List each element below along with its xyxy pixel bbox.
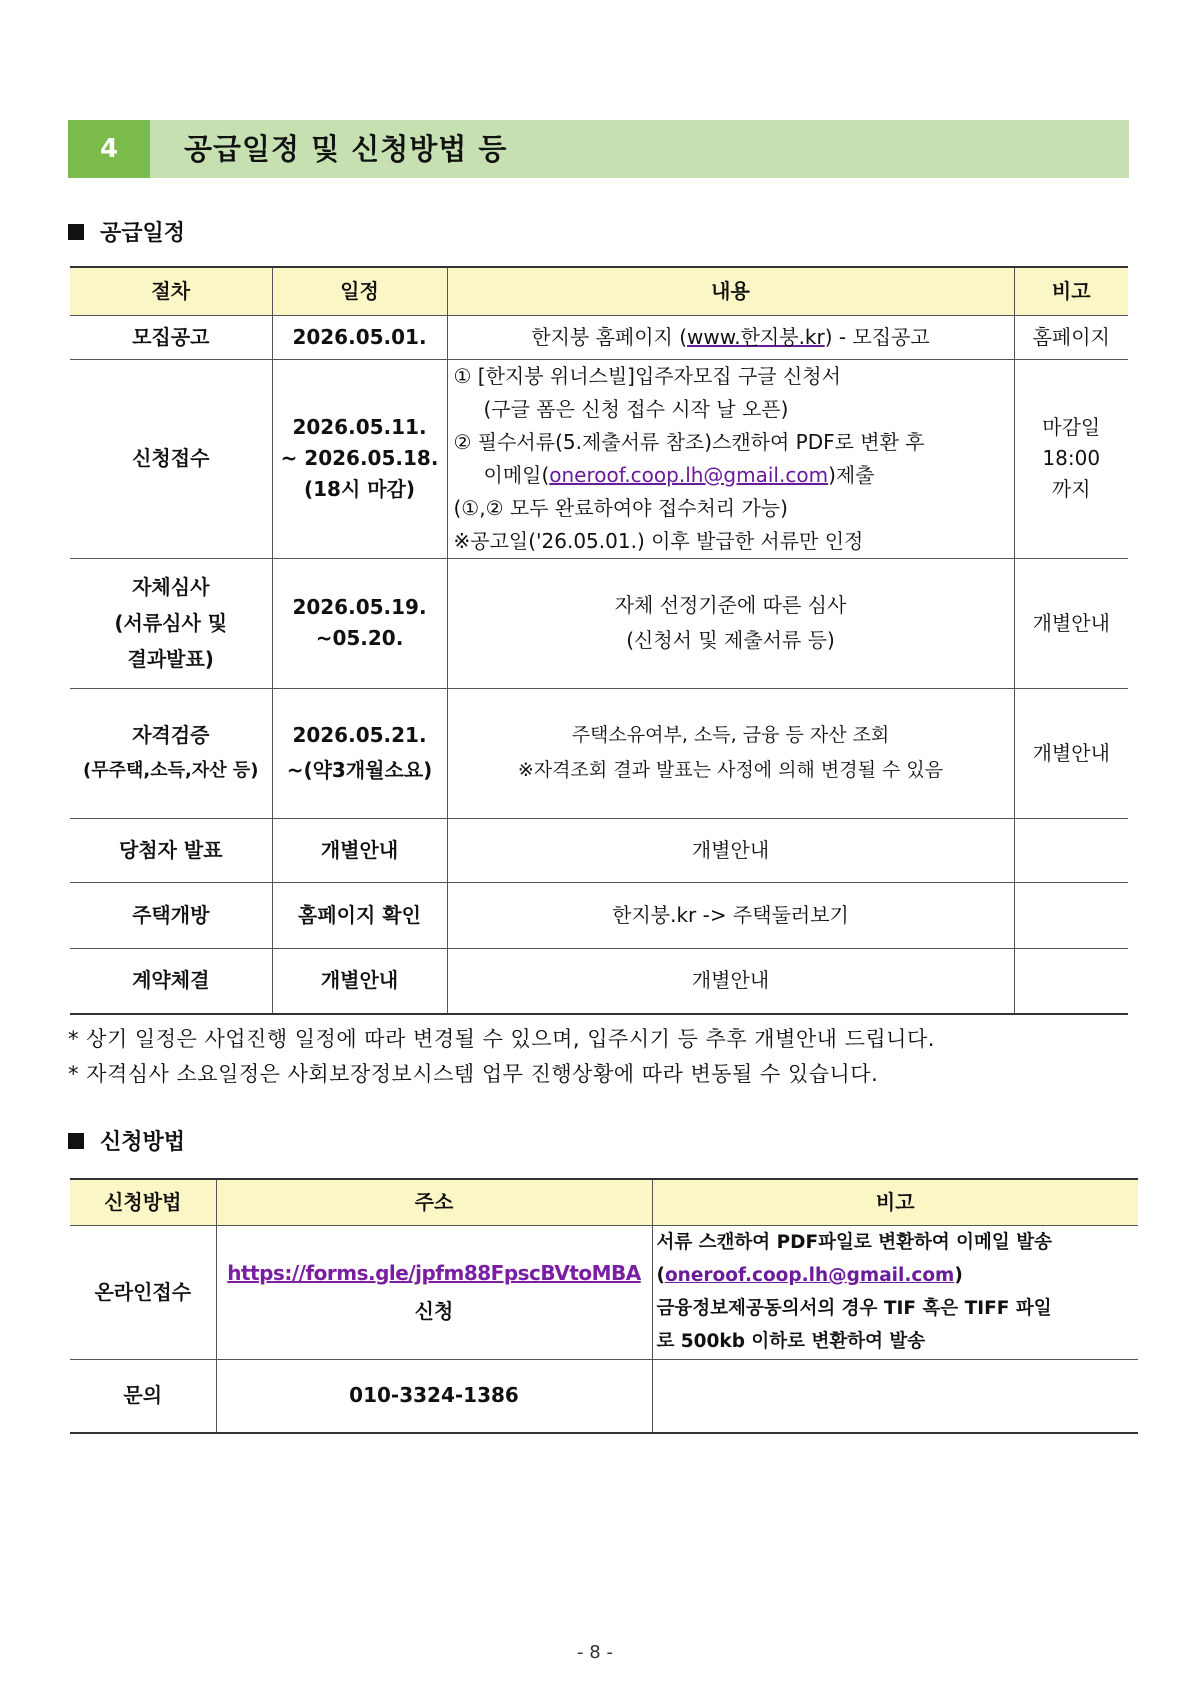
date-cell [272, 688, 447, 818]
note-line: 마감일 [1042, 415, 1101, 439]
content-line: 주택소유여부, 소득, 금융 등 자산 조회 [571, 724, 890, 746]
content-text: 한지붕 홈페이지 ( [531, 324, 688, 349]
note-cell: 홈페이지 [1014, 315, 1128, 359]
note-cell [652, 1359, 1138, 1433]
step-line: 결과발표) [127, 647, 214, 671]
method-cell: 온라인접수 [70, 1225, 216, 1359]
step-cell [70, 558, 272, 688]
schedule-heading-text: 공급일정 [100, 221, 186, 246]
content-line: ※공고일('26.05.01.) 이후 발급한 서류만 인정 [453, 528, 864, 553]
content-text: ) - 모집공고 [824, 324, 930, 349]
date-line: ~ 2026.05.18. [280, 446, 439, 470]
note-cell [1014, 882, 1128, 948]
date-line: (18시 마감) [303, 477, 416, 501]
note-text: ( [656, 1265, 665, 1286]
schedule-notes [68, 1022, 935, 1092]
step-cell: 신청접수 [70, 359, 272, 558]
date-cell [272, 558, 447, 688]
header-step: 절차 [70, 267, 272, 315]
date-line: 2026.05.21. [292, 723, 427, 747]
step-line: (서류심사 및 [114, 611, 228, 635]
content-cell [447, 359, 1014, 558]
address-cell [216, 1225, 652, 1359]
date-cell: 개별안내 [272, 818, 447, 882]
step-line: 자체심사 [132, 575, 210, 599]
method-cell: 문의 [70, 1359, 216, 1433]
note-line: 로 500kb 이하로 변환하여 발송 [656, 1331, 926, 1352]
header-note: 비고 [652, 1179, 1138, 1225]
content-line: (신청서 및 제출서류 등) [626, 628, 835, 652]
header-method: 신청방법 [70, 1179, 216, 1225]
table-row [70, 882, 1128, 948]
note-line: 금융정보제공동의서의 경우 TIF 혹은 TIFF 파일 [656, 1298, 1052, 1319]
header-content: 내용 [447, 267, 1014, 315]
content-line: (①,② 모두 완료하여야 접수처리 가능) [453, 495, 788, 520]
date-cell: 2026.05.01. [272, 315, 447, 359]
google-form-link[interactable]: https://forms.gle/jpfm88FpscBVtoMBA [227, 1261, 641, 1285]
content-cell [447, 558, 1014, 688]
note-cell [652, 1225, 1138, 1359]
content-line: 자체 선정기준에 따른 심사 [614, 593, 847, 617]
content-line: ※자격조회 결과 발표는 사정에 의해 변경될 수 있음 [517, 759, 944, 781]
note-text: * 자격심사 소요일정은 사회보장정보시스템 업무 진행상황에 따라 변동될 수 있습니다. [68, 1062, 879, 1086]
content-line: ② 필수서류(5.제출서류 참조)스캔하여 PDF로 변환 후 [453, 429, 925, 454]
table-row [70, 818, 1128, 882]
step-line: 자격검증 [132, 723, 210, 747]
content-cell: 개별안내 [447, 948, 1014, 1014]
square-bullet-icon [68, 1133, 84, 1149]
email-link[interactable]: oneroof.coop.lh@gmail.com [664, 1265, 955, 1286]
content-text: 이메일( [483, 462, 550, 487]
table-row [70, 688, 1128, 818]
table-row [70, 315, 1128, 359]
homepage-link[interactable]: www.한지붕.kr [687, 324, 825, 349]
table-header-row [70, 1179, 1138, 1225]
method-table [70, 1178, 1138, 1434]
step-cell: 주택개방 [70, 882, 272, 948]
method-heading [68, 1125, 185, 1156]
section-header [68, 120, 1129, 178]
square-bullet-icon [68, 224, 84, 240]
content-text: )제출 [828, 462, 875, 487]
table-row [70, 948, 1128, 1014]
section-number: 4 [68, 120, 150, 178]
note-line: 서류 스캔하여 PDF파일로 변환하여 이메일 발송 [656, 1232, 1052, 1253]
content-line: ① [한지붕 위너스빌]입주자모집 구글 신청서 [453, 363, 841, 388]
schedule-table [70, 266, 1128, 1015]
content-cell [447, 688, 1014, 818]
phone-cell: 010-3324-1386 [216, 1359, 652, 1433]
note-text: ) [954, 1265, 963, 1286]
note-cell: 개별안내 [1014, 558, 1128, 688]
note-cell [1014, 359, 1128, 558]
note-cell [1014, 818, 1128, 882]
note-cell: 개별안내 [1014, 688, 1128, 818]
table-header-row [70, 267, 1128, 315]
header-address: 주소 [216, 1179, 652, 1225]
content-line [454, 459, 1008, 492]
note-cell [1014, 948, 1128, 1014]
step-cell: 당첨자 발표 [70, 818, 272, 882]
schedule-heading [68, 216, 185, 247]
date-line: ~05.20. [315, 626, 404, 650]
content-cell [447, 315, 1014, 359]
date-line: 2026.05.19. [292, 595, 427, 619]
note-line: 까지 [1051, 477, 1091, 501]
date-cell: 개별안내 [272, 948, 447, 1014]
content-line: (구글 폼은 신청 접수 시작 날 오픈) [483, 396, 789, 421]
step-cell: 모집공고 [70, 315, 272, 359]
page-number: - 8 - [577, 1642, 613, 1663]
step-cell: 계약체결 [70, 948, 272, 1014]
table-row [70, 1359, 1138, 1433]
table-row [70, 359, 1128, 558]
date-cell: 홈페이지 확인 [272, 882, 447, 948]
content-cell: 개별안내 [447, 818, 1014, 882]
step-cell [70, 688, 272, 818]
table-row [70, 558, 1128, 688]
method-heading-text: 신청방법 [100, 1130, 186, 1155]
date-line: 2026.05.11. [292, 415, 427, 439]
note-line: 18:00 [1042, 446, 1101, 470]
table-row [70, 1225, 1138, 1359]
content-cell: 한지붕.kr -> 주택둘러보기 [447, 882, 1014, 948]
step-line: (무주택,소득,자산 등) [83, 760, 259, 781]
address-suffix: 신청 [414, 1299, 454, 1323]
header-note: 비고 [1014, 267, 1128, 315]
section-title: 공급일정 및 신청방법 등 [184, 132, 508, 166]
header-date: 일정 [272, 267, 447, 315]
email-link[interactable]: oneroof.coop.lh@gmail.com [549, 462, 829, 487]
date-line: ~(약3개월소요) [286, 758, 433, 782]
note-text: * 상기 일정은 사업진행 일정에 따라 변경될 수 있으며, 입주시기 등 추후 개별안내 드립니다. [68, 1027, 935, 1051]
date-cell [272, 359, 447, 558]
note-line [657, 1259, 1135, 1292]
